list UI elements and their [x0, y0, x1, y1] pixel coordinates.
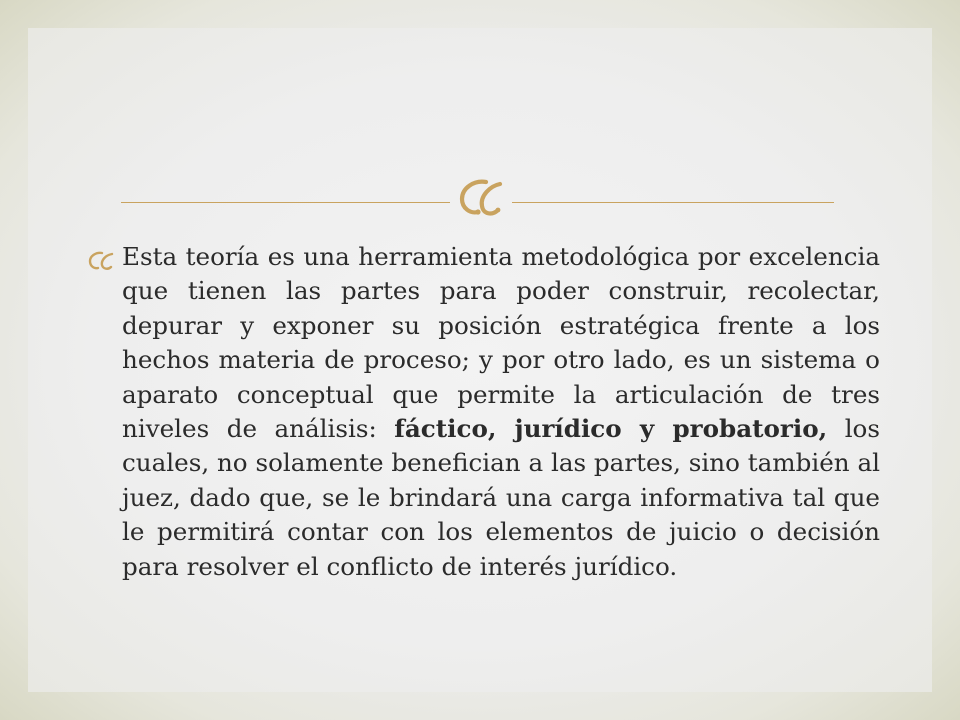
paragraph-text-end: los cuales, no solamente benefician a las partes, sino también al juez, dado que, se le brindará una carga informativa tal que le permitirá contar con los elementos de juicio o decisión para resolver el conflicto de interés jurídico.: [122, 414, 880, 581]
divider-left: [121, 202, 450, 203]
double-curl-bullet-icon: [86, 250, 116, 272]
double-curl-ornament-icon: [452, 174, 510, 222]
divider-right: [512, 202, 834, 203]
body-paragraph: [122, 240, 880, 584]
paragraph-text-start: Esta teoría es una herramienta metodológica por excelencia que tienen las partes para poder construir, recolectar, depurar y exponer su posición estratégica frente a los hechos materia de proceso; y por otro lado, es un sistema o aparato conceptual que permite la articulación de tres niveles de análisis:: [122, 242, 880, 444]
paragraph-bold-terms: fáctico, jurídico y probatorio,: [394, 414, 828, 444]
